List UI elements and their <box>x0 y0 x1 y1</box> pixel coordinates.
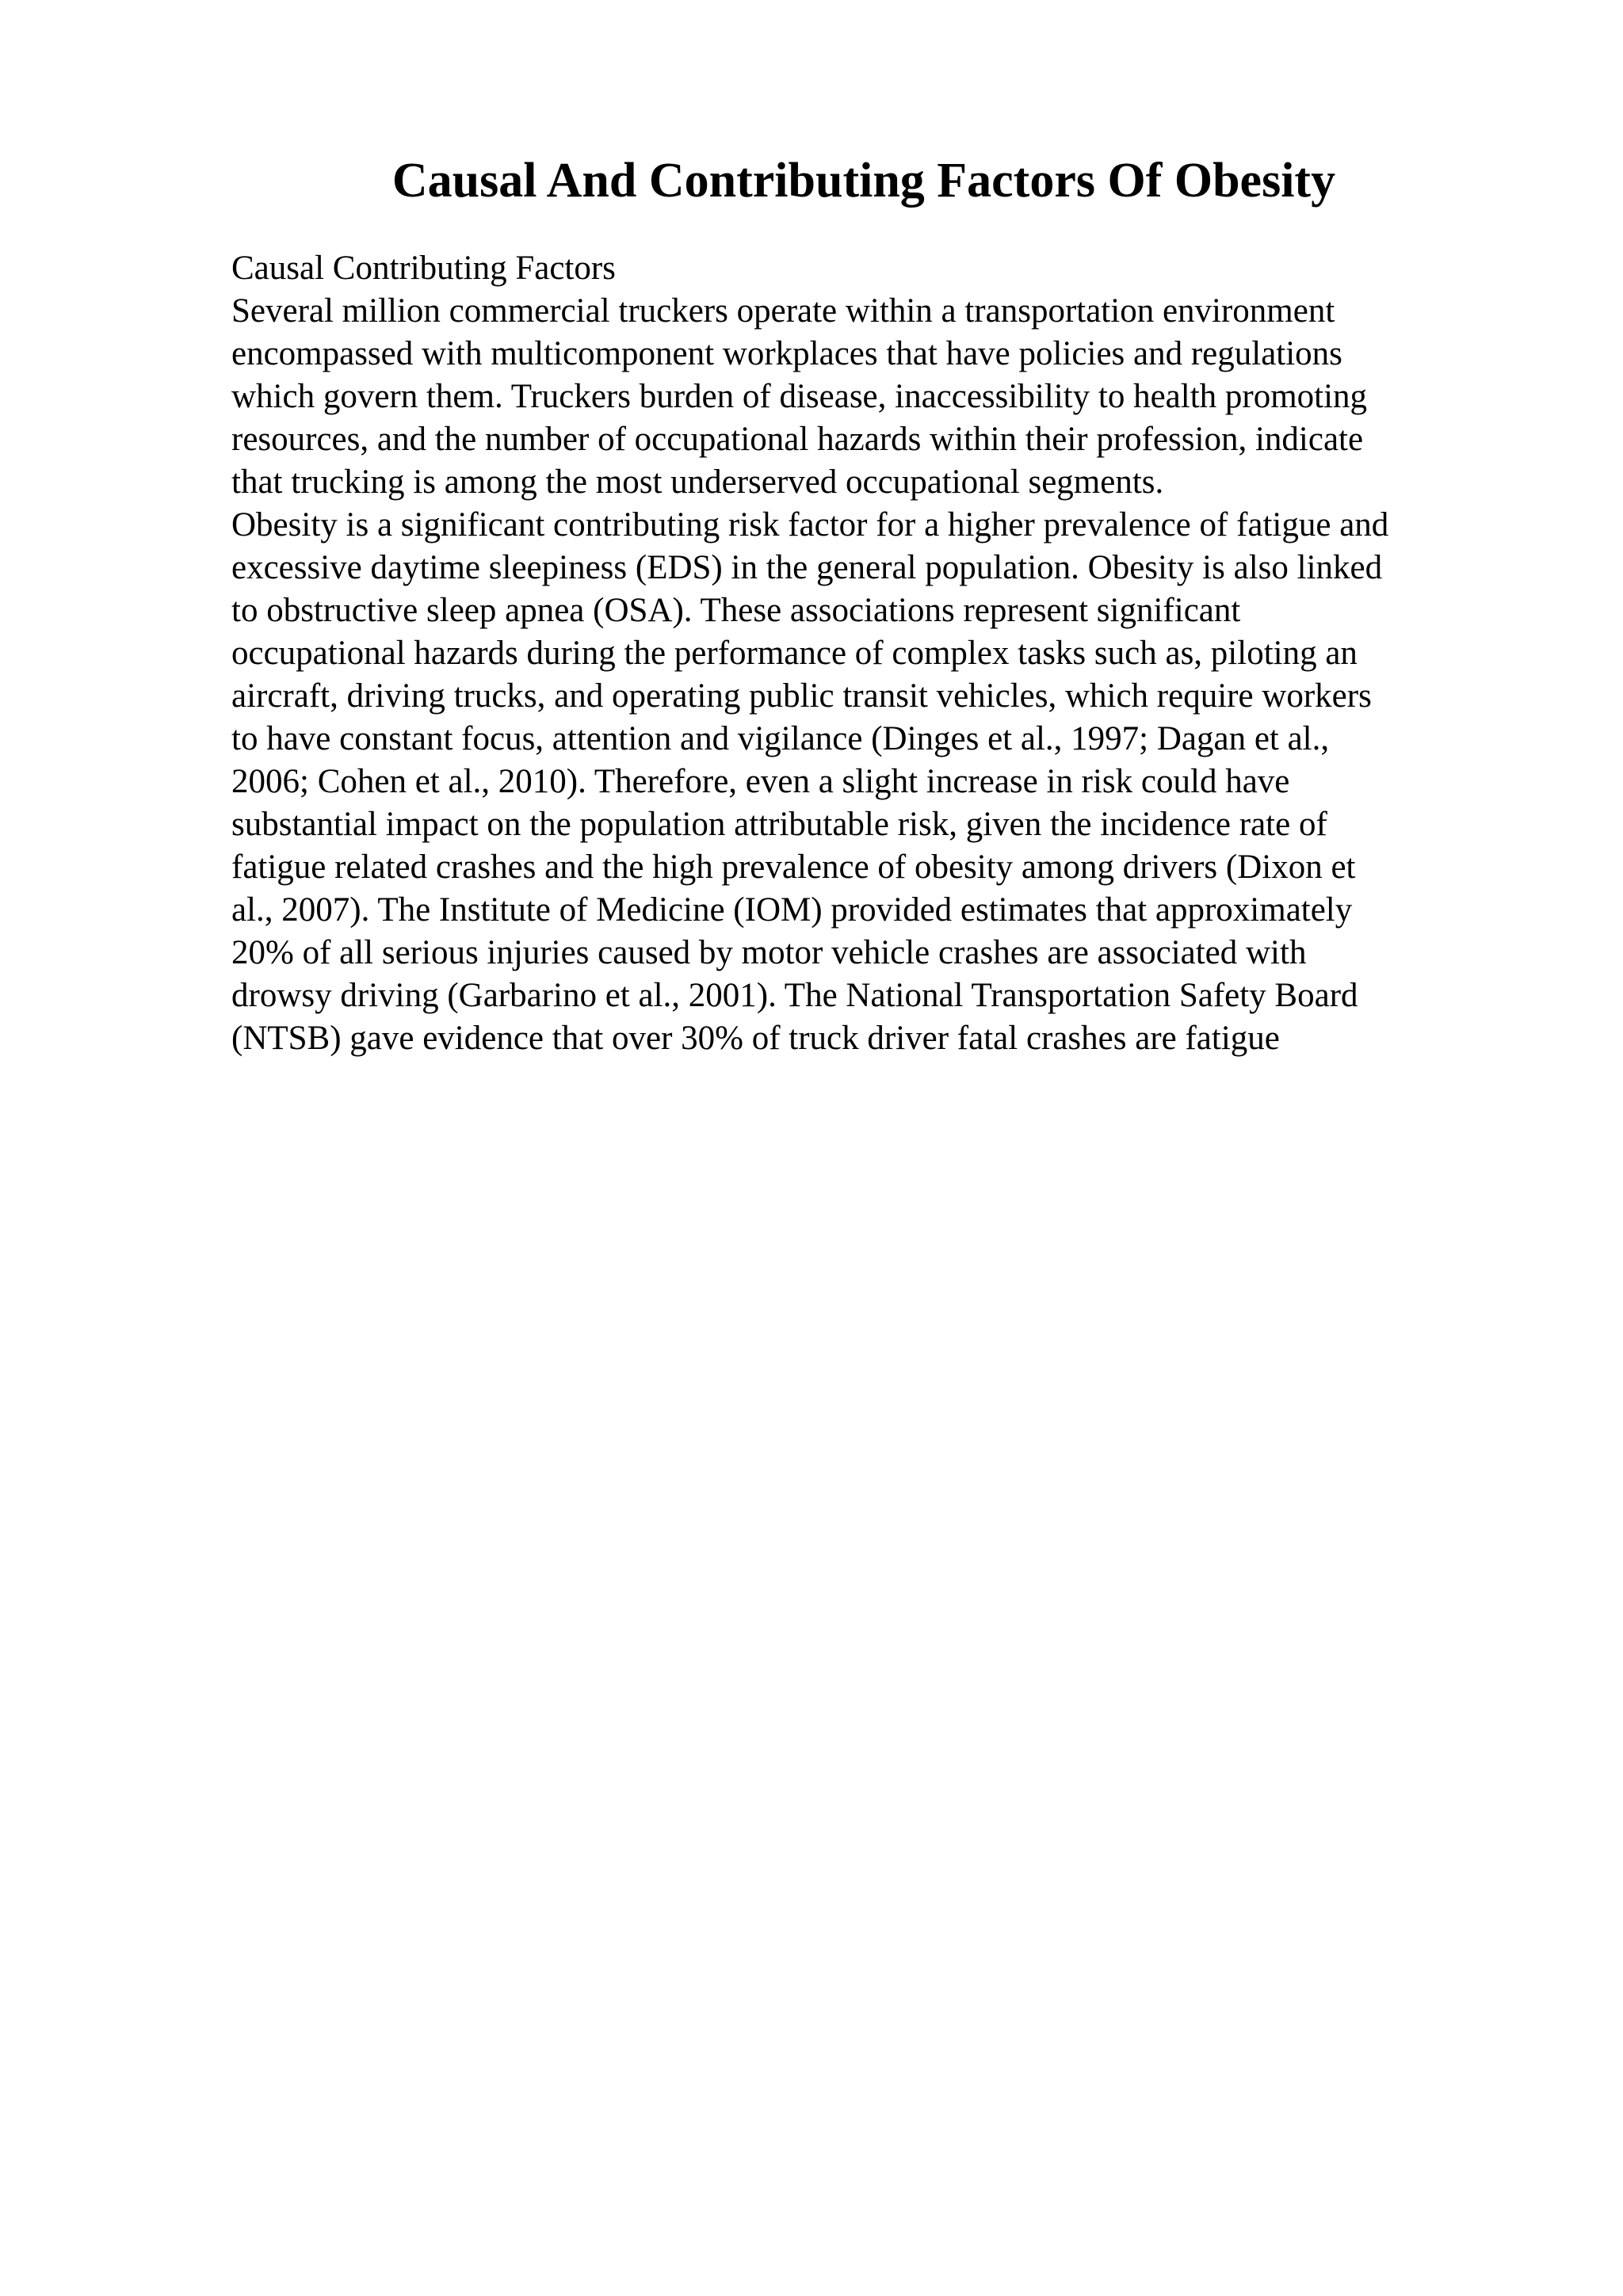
body-line: 20% of all serious injuries caused by motor vehicle crashes are associated with <box>231 934 1307 971</box>
body-line: 2006; Cohen et al., 2010). Therefore, even a slight increase in risk could have <box>231 763 1290 800</box>
body-line: that trucking is among the most underserved occupational segments. <box>231 463 1164 501</box>
body-line: fatigue related crashes and the high prevalence of obesity among drivers (Dixon et <box>231 849 1356 886</box>
body-line: substantial impact on the population attributable risk, given the incidence rate of <box>231 806 1327 843</box>
body-line: excessive daytime sleepiness (EDS) in the general population. Obesity is also linked <box>231 549 1383 586</box>
body-line: drowsy driving (Garbarino et al., 2001). The National Transportation Safety Board <box>231 977 1358 1014</box>
body-line: to obstructive sleep apnea (OSA). These associations represent significant <box>231 592 1241 629</box>
document-title: Causal And Contributing Factors Of Obesity <box>391 154 1336 208</box>
document-body <box>231 247 1531 1060</box>
body-line: (NTSB) gave evidence that over 30% of truck driver fatal crashes are fatigue <box>231 1020 1280 1057</box>
body-line: al., 2007). The Institute of Medicine (IOM) provided estimates that approximately <box>231 891 1353 929</box>
body-line: Several million commercial truckers operate within a transportation environment <box>231 292 1335 330</box>
body-line: which govern them. Truckers burden of disease, inaccessibility to health promoting <box>231 378 1368 415</box>
body-line: resources, and the number of occupational hazards within their profession, indicate <box>231 421 1364 458</box>
body-line: aircraft, driving trucks, and operating public transit vehicles, which require workers <box>231 677 1372 715</box>
body-line: to have constant focus, attention and vigilance (Dinges et al., 1997; Dagan et al., <box>231 720 1330 757</box>
body-line: occupational hazards during the performance of complex tasks such as, piloting an <box>231 635 1358 672</box>
section-heading: Causal Contributing Factors <box>231 250 616 287</box>
body-line: encompassed with multicomponent workplaces that have policies and regulations <box>231 335 1342 372</box>
body-line: Obesity is a significant contributing risk factor for a higher prevalence of fatigue and <box>231 506 1389 543</box>
